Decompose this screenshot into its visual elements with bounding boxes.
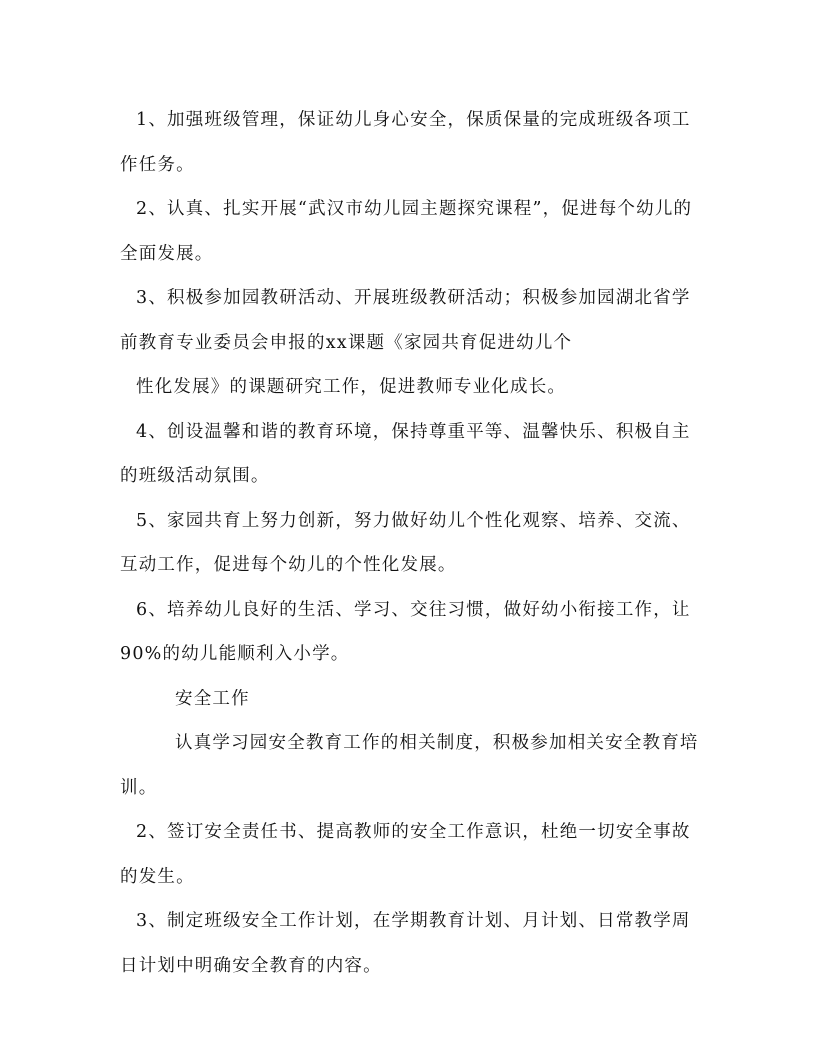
paragraph-6: 6、培养幼儿良好的生活、学习、交往习惯，做好幼小衔接工作，让90%的幼儿能顺利入小学。 <box>120 599 691 664</box>
document-body <box>120 98 700 988</box>
paragraph-5: 5、家园共育上努力创新，努力做好幼儿个性化观察、培养、交流、互动工作，促进每个幼儿的个性化发展。 <box>120 510 691 575</box>
paragraph-9: 3、制定班级安全工作计划，在学期教育计划、月计划、日常教学周日计划中明确安全教育的内容。 <box>120 911 691 976</box>
paragraph-2: 2、认真、扎实开展“武汉市幼儿园主题探究课程”，促进每个幼儿的全面发展。 <box>120 199 693 264</box>
paragraph-7: 认真学习园安全教育工作的相关制度，积极参加相关安全教育培训。 <box>120 733 699 798</box>
paragraph-1: 1、加强班级管理，保证幼儿身心安全，保质保量的完成班级各项工作任务。 <box>120 110 691 175</box>
paragraph-4: 4、创设温馨和谐的教育环境，保持尊重平等、温馨快乐、积极自主的班级活动氛围。 <box>120 421 691 486</box>
paragraph-8: 2、签订安全责任书、提高教师的安全工作意识，杜绝一切安全事故的发生。 <box>120 822 691 887</box>
paragraph-3-continued: 性化发展》的课题研究工作，促进教师专业化成长。 <box>136 377 567 397</box>
paragraph-3: 3、积极参加园教研活动、开展班级教研活动；积极参加园湖北省学前教育专业委员会申报的xx课题《家园共育促进幼儿个 <box>120 288 691 353</box>
section-heading-safety: 安全工作 <box>175 688 250 709</box>
